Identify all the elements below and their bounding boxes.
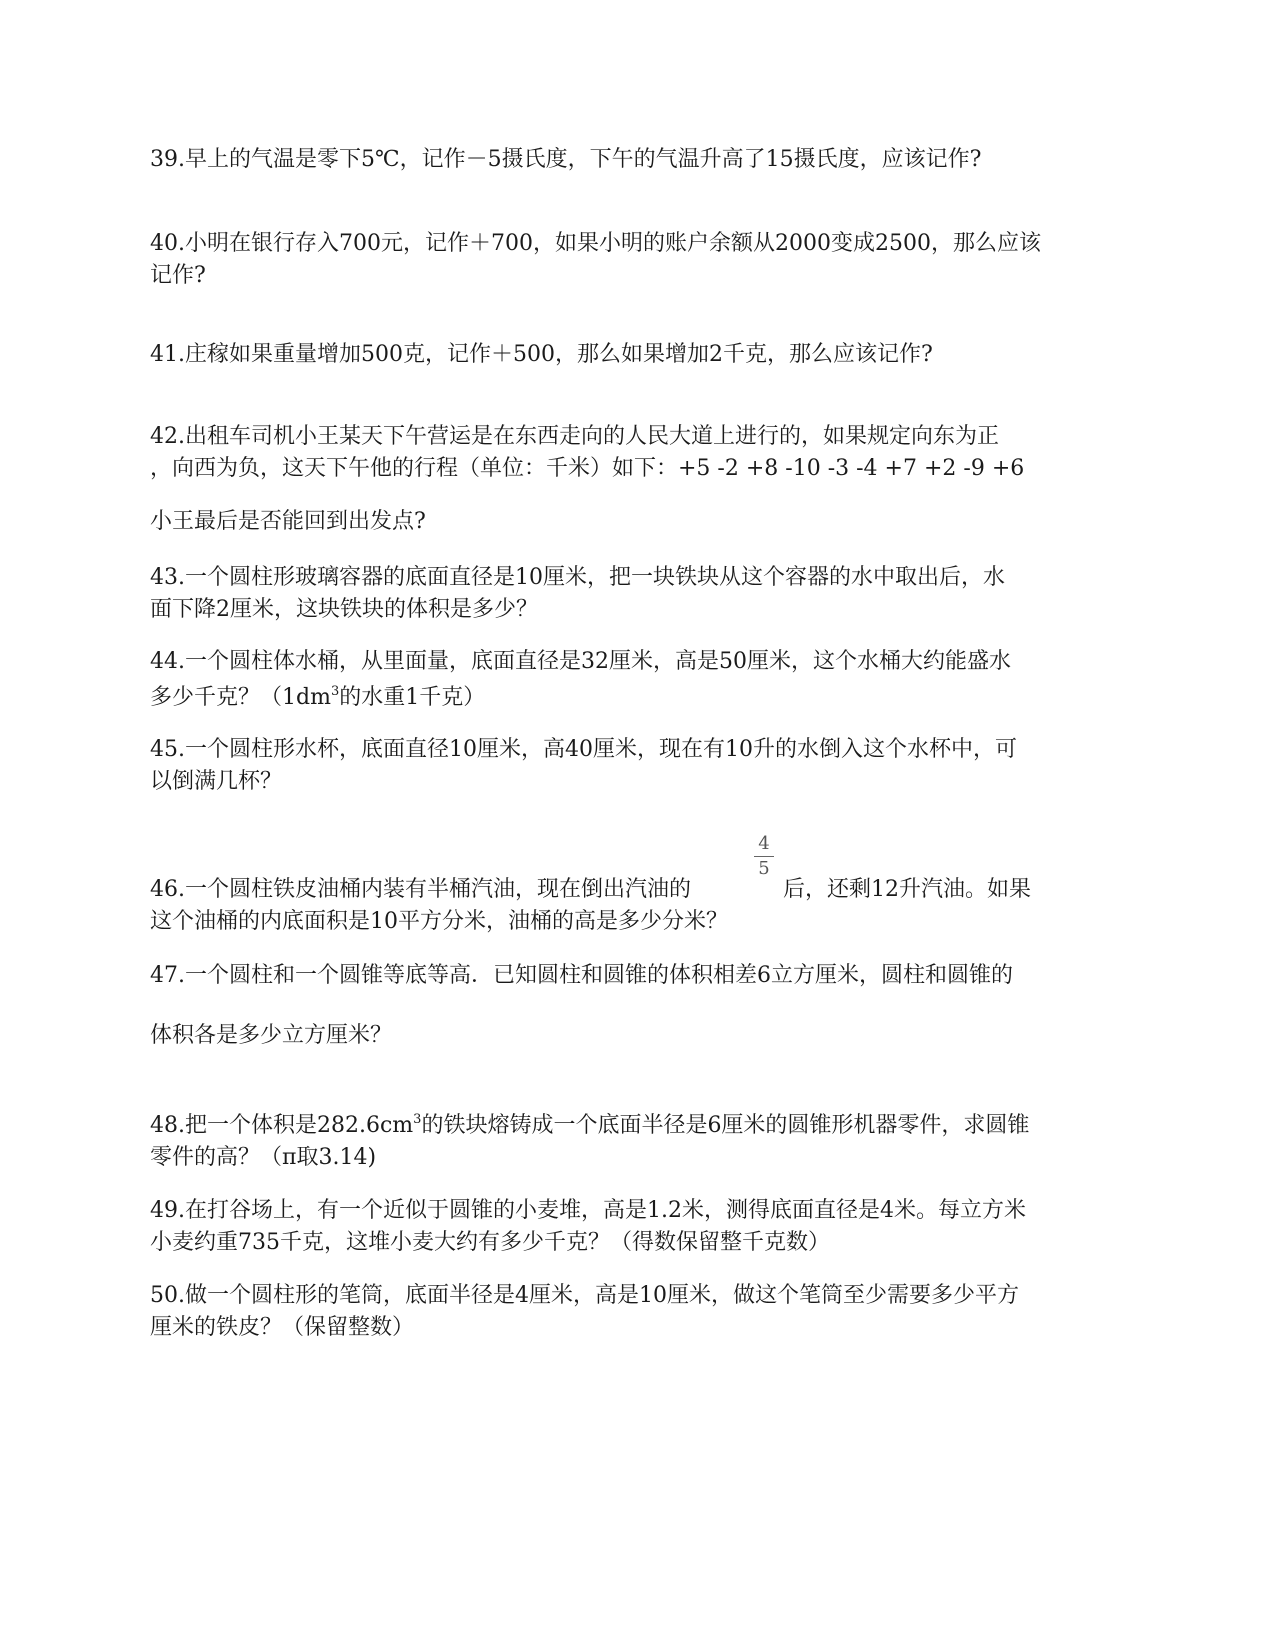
question-text: 记作? bbox=[150, 263, 206, 288]
question-text: 体积各是多少立方厘米？ bbox=[150, 1023, 393, 1048]
question-text: 面下降2厘米，这块铁块的体积是多少？ bbox=[150, 597, 538, 622]
text-segment: 46.一个圆柱铁皮油桶内装有半桶汽油，现在倒出汽油的 bbox=[150, 877, 691, 902]
question-text: 小麦约重735千克，这堆小麦大约有多少千克？（得数保留整千克数） bbox=[150, 1230, 830, 1255]
question-40 bbox=[150, 228, 1130, 292]
question-text: 44.一个圆柱体水桶，从里面量，底面直径是32厘米，高是50厘米，这个水桶大约能盛水 bbox=[150, 649, 1011, 674]
question-text bbox=[150, 682, 1130, 714]
question-text: 50.做一个圆柱形的笔筒，底面半径是4厘米，高是10厘米，做这个笔筒至少需要多少平方 bbox=[150, 1283, 1019, 1308]
superscript: 3 bbox=[413, 1112, 422, 1127]
question-text: 49.在打谷场上，有一个近似于圆锥的小麦堆，高是1.2米，测得底面直径是4米。每立方米 bbox=[150, 1198, 1026, 1223]
text-segment: 多少千克？（1dm bbox=[150, 685, 331, 710]
question-43 bbox=[150, 562, 1130, 626]
question-text: 41.庄稼如果重量增加500克，记作＋500，那么如果增加2千克，那么应该记作? bbox=[150, 342, 933, 367]
question-44 bbox=[150, 646, 1130, 714]
question-48 bbox=[150, 1110, 1130, 1174]
superscript: 3 bbox=[330, 684, 340, 699]
question-46 bbox=[150, 874, 1130, 938]
fraction-denominator: 5 bbox=[758, 858, 770, 879]
question-text: ，向西为负，这天下午他的行程（单位：千米）如下：+5 -2 +8 -10 -3 -4 +7 +2 -9 +6 bbox=[150, 456, 1025, 481]
question-text bbox=[150, 1110, 1130, 1142]
question-text: 45.一个圆柱形水杯，底面直径10厘米，高40厘米，现在有10升的水倒入这个水杯中，可 bbox=[150, 737, 1017, 762]
question-39 bbox=[150, 144, 1130, 176]
question-42 bbox=[150, 421, 1130, 538]
question-text: 以倒满几杯？ bbox=[150, 769, 283, 794]
question-45 bbox=[150, 734, 1130, 798]
question-text: 小王最后是否能回到出发点? bbox=[150, 509, 426, 534]
text-segment: 的水重1千克） bbox=[339, 685, 486, 710]
question-text: 43.一个圆柱形玻璃容器的底面直径是10厘米，把一块铁块从这个容器的水中取出后，水 bbox=[150, 565, 1005, 590]
question-text: 厘米的铁皮？（保留整数） bbox=[150, 1315, 415, 1340]
question-text bbox=[150, 874, 1130, 906]
question-text: 这个油桶的内底面积是10平方分米，油桶的高是多少分米？ bbox=[150, 909, 728, 934]
fraction-four-fifths bbox=[752, 833, 776, 880]
question-text: 47.一个圆柱和一个圆锥等底等高．已知圆柱和圆锥的体积相差6立方厘米，圆柱和圆锥的 bbox=[150, 963, 1013, 988]
question-50 bbox=[150, 1280, 1130, 1344]
question-text: 39.早上的气温是零下5℃，记作－5摄氏度，下午的气温升高了15摄氏度，应该记作? bbox=[150, 147, 982, 172]
text-segment: 后，还剩12升汽油。如果 bbox=[783, 877, 1031, 902]
fraction-bar bbox=[754, 856, 774, 857]
question-text: 零件的高？（π取3.14) bbox=[150, 1145, 377, 1170]
question-41 bbox=[150, 339, 1130, 371]
question-49 bbox=[150, 1195, 1130, 1259]
text-segment: 的铁块熔铸成一个底面半径是6厘米的圆锥形机器零件，求圆锥 bbox=[421, 1113, 1030, 1138]
question-text: 42.出租车司机小王某天下午营运是在东西走向的人民大道上进行的，如果规定向东为正 bbox=[150, 424, 999, 449]
question-text: 40.小明在银行存入700元，记作＋700，如果小明的账户余额从2000变成2500，那么应该 bbox=[150, 231, 1041, 256]
text-segment: 48.把一个体积是282.6cm bbox=[150, 1113, 414, 1138]
question-47 bbox=[150, 960, 1130, 1052]
fraction-numerator: 4 bbox=[758, 833, 770, 854]
